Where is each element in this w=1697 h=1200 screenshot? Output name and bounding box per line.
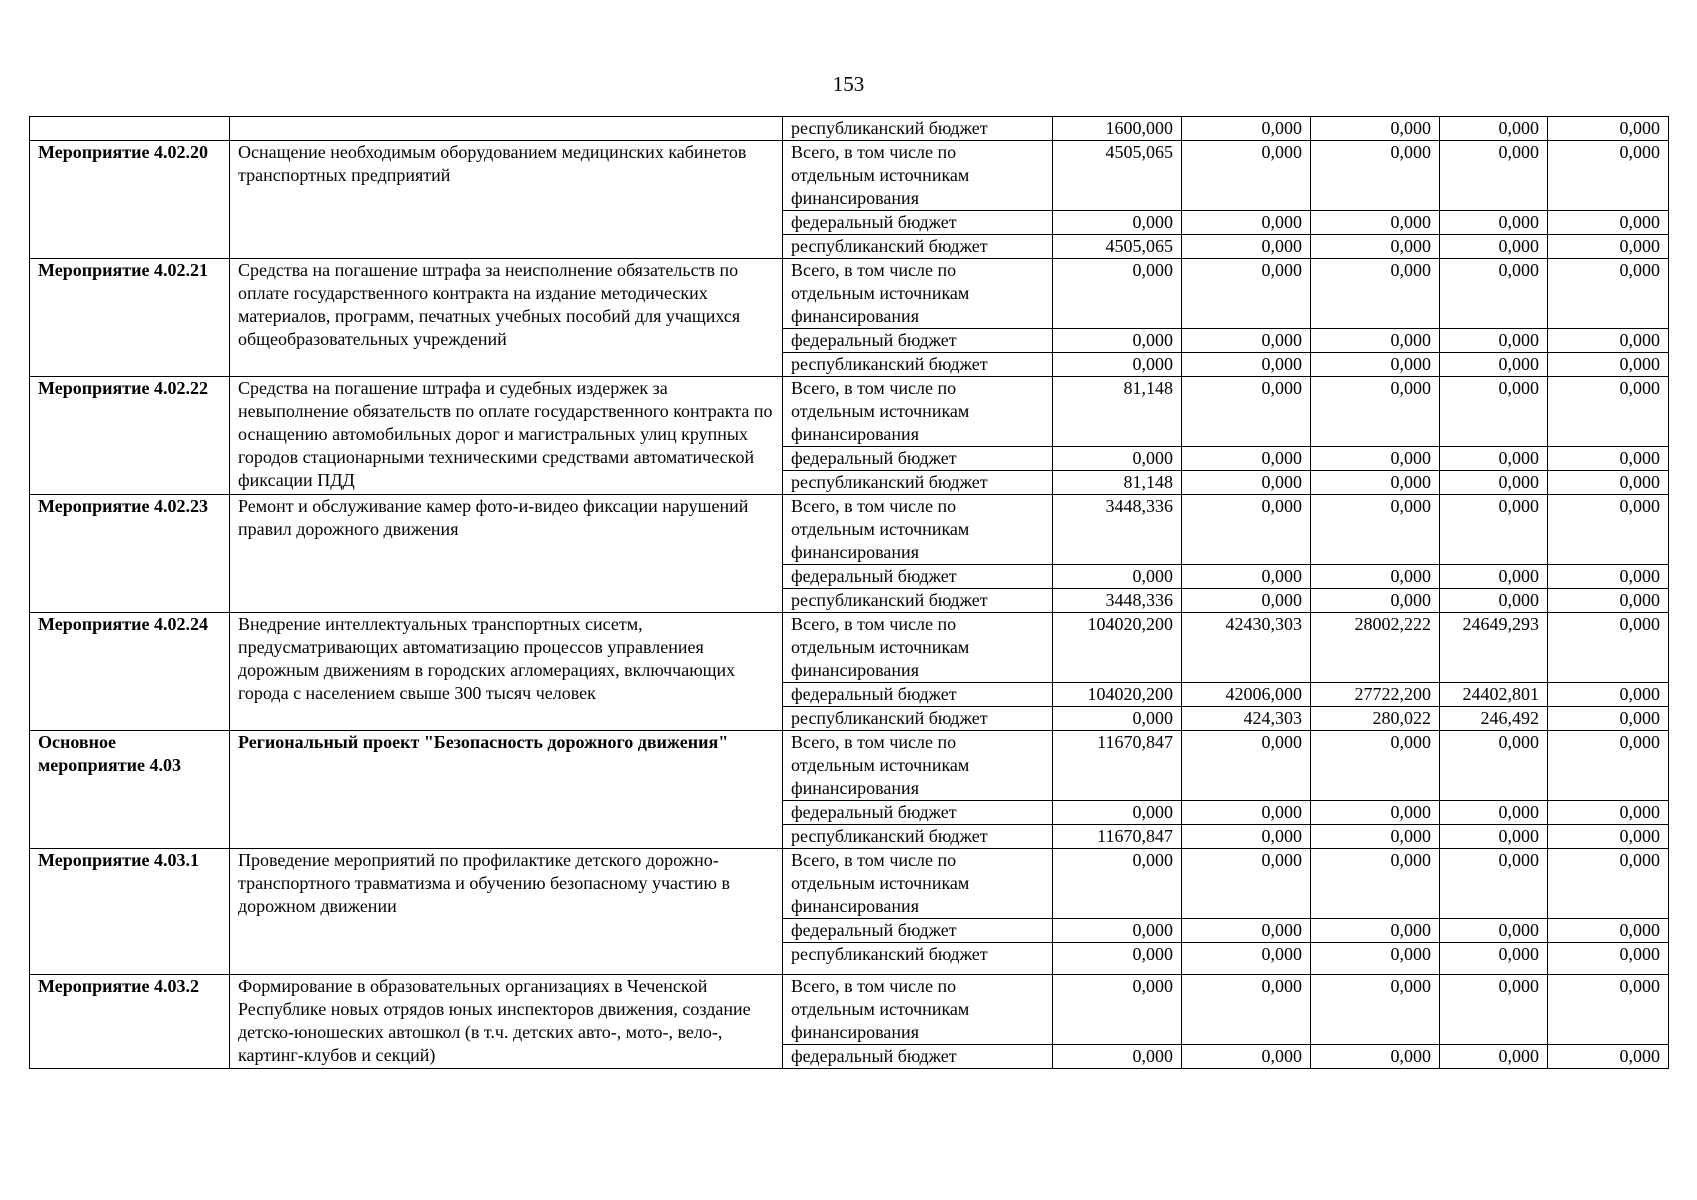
- amount-cell: 0,000: [1053, 1045, 1182, 1069]
- amount-cell: 280,022: [1311, 707, 1440, 731]
- amount-cell: 0,000: [1548, 943, 1669, 975]
- amount-cell: 0,000: [1053, 707, 1182, 731]
- amount-cell: 0,000: [1548, 447, 1669, 471]
- amount-cell: 0,000: [1311, 849, 1440, 919]
- amount-cell: 42006,000: [1182, 683, 1311, 707]
- amount-cell: 0,000: [1311, 919, 1440, 943]
- amount-cell: 0,000: [1311, 211, 1440, 235]
- amount-cell: 0,000: [1548, 377, 1669, 447]
- amount-cell: 42430,303: [1182, 613, 1311, 683]
- amount-cell: 0,000: [1311, 731, 1440, 801]
- amount-cell: 0,000: [1182, 447, 1311, 471]
- amount-cell: 0,000: [1440, 801, 1548, 825]
- amount-cell: 0,000: [1182, 353, 1311, 377]
- amount-cell: 0,000: [1053, 447, 1182, 471]
- amount-cell: 0,000: [1548, 707, 1669, 731]
- amount-cell: 0,000: [1440, 943, 1548, 975]
- amount-cell: 0,000: [1311, 235, 1440, 259]
- amount-cell: 0,000: [1311, 141, 1440, 211]
- amount-cell: 104020,200: [1053, 683, 1182, 707]
- funding-source: республиканский бюджет: [783, 707, 1053, 731]
- amount-cell: 0,000: [1548, 919, 1669, 943]
- amount-cell: 0,000: [1311, 329, 1440, 353]
- amount-cell: 0,000: [1053, 975, 1182, 1045]
- funding-source: республиканский бюджет: [783, 471, 1053, 495]
- amount-cell: 0,000: [1182, 943, 1311, 975]
- amount-cell: 1600,000: [1053, 117, 1182, 141]
- measure-code: Мероприятие 4.02.21: [30, 259, 230, 377]
- amount-cell: 4505,065: [1053, 235, 1182, 259]
- table-row: [30, 849, 1669, 919]
- amount-cell: 0,000: [1440, 211, 1548, 235]
- funding-source: республиканский бюджет: [783, 825, 1053, 849]
- amount-cell: 0,000: [1053, 849, 1182, 919]
- amount-cell: 24402,801: [1440, 683, 1548, 707]
- amount-cell: 0,000: [1548, 117, 1669, 141]
- measure-code: Основное мероприятие 4.03: [30, 731, 230, 849]
- amount-cell: 4505,065: [1053, 141, 1182, 211]
- amount-cell: 0,000: [1311, 1045, 1440, 1069]
- amount-cell: 0,000: [1440, 975, 1548, 1045]
- measure-name: Внедрение интеллектуальных транспортных сисетм, предусматривающих автоматизацию процессов управлениея дорожным движениям в городских агломерациях, включчающих города с населением свыше 300 тысяч человек: [230, 613, 783, 731]
- amount-cell: 0,000: [1311, 943, 1440, 975]
- measure-code: Мероприятие 4.03.1: [30, 849, 230, 975]
- amount-cell: 0,000: [1548, 975, 1669, 1045]
- amount-cell: 27722,200: [1311, 683, 1440, 707]
- amount-cell: 0,000: [1311, 801, 1440, 825]
- amount-cell: 0,000: [1440, 919, 1548, 943]
- funding-source: Всего, в том числе по отдельным источникам финансирования: [783, 141, 1053, 211]
- amount-cell: 81,148: [1053, 471, 1182, 495]
- funding-source: федеральный бюджет: [783, 683, 1053, 707]
- amount-cell: 0,000: [1182, 919, 1311, 943]
- amount-cell: 0,000: [1182, 329, 1311, 353]
- amount-cell: 0,000: [1311, 447, 1440, 471]
- amount-cell: 0,000: [1440, 329, 1548, 353]
- amount-cell: 0,000: [1182, 211, 1311, 235]
- measure-code: Мероприятие 4.03.2: [30, 975, 230, 1069]
- amount-cell: 0,000: [1182, 849, 1311, 919]
- amount-cell: 0,000: [1182, 377, 1311, 447]
- amount-cell: 0,000: [1548, 353, 1669, 377]
- funding-source: Всего, в том числе по отдельным источникам финансирования: [783, 495, 1053, 565]
- amount-cell: 0,000: [1182, 1045, 1311, 1069]
- amount-cell: 0,000: [1548, 849, 1669, 919]
- amount-cell: 0,000: [1440, 447, 1548, 471]
- amount-cell: 28002,222: [1311, 613, 1440, 683]
- funding-source: республиканский бюджет: [783, 353, 1053, 377]
- amount-cell: 0,000: [1548, 613, 1669, 683]
- amount-cell: 0,000: [1440, 731, 1548, 801]
- amount-cell: 0,000: [1548, 565, 1669, 589]
- amount-cell: 0,000: [1548, 731, 1669, 801]
- amount-cell: 0,000: [1440, 259, 1548, 329]
- amount-cell: 0,000: [1182, 117, 1311, 141]
- measure-name: Средства на погашение штрафа за неисполнение обязательств по оплате государственного контракта на издание методических материалов, программ, печатных учебных пособий для учащихся общеобразовательных учреждений: [230, 259, 783, 377]
- amount-cell: 0,000: [1182, 471, 1311, 495]
- amount-cell: 0,000: [1053, 211, 1182, 235]
- page-number: 153: [832, 72, 865, 96]
- funding-source: федеральный бюджет: [783, 447, 1053, 471]
- amount-cell: 0,000: [1548, 141, 1669, 211]
- amount-cell: 11670,847: [1053, 825, 1182, 849]
- amount-cell: 0,000: [1311, 975, 1440, 1045]
- amount-cell: 0,000: [1440, 235, 1548, 259]
- measure-name: Формирование в образовательных организациях в Чеченской Республике новых отрядов юных инспекторов движения, создание детско-юношеских автошкол (в т.ч. детских авто-, мото-, вело-, картинг-клубов и секций): [230, 975, 783, 1069]
- amount-cell: 0,000: [1053, 259, 1182, 329]
- funding-source: Всего, в том числе по отдельным источникам финансирования: [783, 613, 1053, 683]
- amount-cell: 104020,200: [1053, 613, 1182, 683]
- measure-code: Мероприятие 4.02.20: [30, 141, 230, 259]
- amount-cell: 0,000: [1440, 141, 1548, 211]
- amount-cell: 0,000: [1182, 825, 1311, 849]
- amount-cell: 0,000: [1182, 565, 1311, 589]
- amount-cell: 0,000: [1440, 377, 1548, 447]
- amount-cell: 0,000: [1182, 975, 1311, 1045]
- table-row: [30, 731, 1669, 801]
- measure-code: Мероприятие 4.02.24: [30, 613, 230, 731]
- amount-cell: 3448,336: [1053, 589, 1182, 613]
- amount-cell: 424,303: [1182, 707, 1311, 731]
- amount-cell: 0,000: [1440, 495, 1548, 565]
- amount-cell: 3448,336: [1053, 495, 1182, 565]
- table-row: [30, 377, 1669, 447]
- table-row: [30, 495, 1669, 565]
- funding-source: федеральный бюджет: [783, 1045, 1053, 1069]
- amount-cell: 0,000: [1053, 919, 1182, 943]
- table-row: [30, 117, 1669, 141]
- amount-cell: 0,000: [1440, 565, 1548, 589]
- measure-name: Средства на погашение штрафа и судебных издержек за невыполнение обязательств по оплате государственного контракта по оснащению автомобильных дорог и магистральных улиц крупных городов стационарными техническими средствами автоматической фиксации ПДД: [230, 377, 783, 495]
- measure-name: Проведение мероприятий по профилактике детского дорожно-транспортного травматизма и обучению безопасному участию в дорожном движении: [230, 849, 783, 975]
- measure-code: Мероприятие 4.02.23: [30, 495, 230, 613]
- funding-source: федеральный бюджет: [783, 919, 1053, 943]
- amount-cell: 81,148: [1053, 377, 1182, 447]
- funding-source: республиканский бюджет: [783, 235, 1053, 259]
- funding-source: федеральный бюджет: [783, 565, 1053, 589]
- amount-cell: 0,000: [1440, 849, 1548, 919]
- measure-name: Региональный проект "Безопасность дорожного движения": [230, 731, 783, 849]
- funding-source: республиканский бюджет: [783, 117, 1053, 141]
- amount-cell: 0,000: [1053, 353, 1182, 377]
- amount-cell: 0,000: [1548, 471, 1669, 495]
- amount-cell: 0,000: [1182, 259, 1311, 329]
- amount-cell: 0,000: [1548, 825, 1669, 849]
- amount-cell: 0,000: [1548, 1045, 1669, 1069]
- amount-cell: 0,000: [1311, 353, 1440, 377]
- funding-source: Всего, в том числе по отдельным источникам финансирования: [783, 731, 1053, 801]
- amount-cell: 0,000: [1053, 329, 1182, 353]
- amount-cell: 0,000: [1548, 329, 1669, 353]
- amount-cell: 246,492: [1440, 707, 1548, 731]
- amount-cell: 0,000: [1440, 1045, 1548, 1069]
- funding-source: Всего, в том числе по отдельным источникам финансирования: [783, 377, 1053, 447]
- table-row: [30, 259, 1669, 329]
- table-row: [30, 975, 1669, 1045]
- amount-cell: 0,000: [1311, 117, 1440, 141]
- funding-source: республиканский бюджет: [783, 589, 1053, 613]
- measure-code: [30, 117, 230, 141]
- amount-cell: 11670,847: [1053, 731, 1182, 801]
- funding-source: федеральный бюджет: [783, 801, 1053, 825]
- amount-cell: 0,000: [1311, 565, 1440, 589]
- amount-cell: 0,000: [1548, 589, 1669, 613]
- amount-cell: 0,000: [1311, 471, 1440, 495]
- amount-cell: 0,000: [1440, 471, 1548, 495]
- funding-source: Всего, в том числе по отдельным источникам финансирования: [783, 849, 1053, 919]
- amount-cell: 0,000: [1311, 377, 1440, 447]
- amount-cell: 0,000: [1548, 211, 1669, 235]
- amount-cell: 0,000: [1440, 117, 1548, 141]
- amount-cell: 0,000: [1548, 259, 1669, 329]
- amount-cell: 0,000: [1548, 683, 1669, 707]
- amount-cell: 0,000: [1182, 235, 1311, 259]
- table-row: [30, 141, 1669, 211]
- amount-cell: 0,000: [1053, 565, 1182, 589]
- amount-cell: 0,000: [1311, 825, 1440, 849]
- measure-name: [230, 117, 783, 141]
- amount-cell: 0,000: [1548, 235, 1669, 259]
- amount-cell: 0,000: [1311, 495, 1440, 565]
- measure-code: Мероприятие 4.02.22: [30, 377, 230, 495]
- funding-source: Всего, в том числе по отдельным источникам финансирования: [783, 975, 1053, 1045]
- funding-source: федеральный бюджет: [783, 329, 1053, 353]
- amount-cell: 0,000: [1548, 801, 1669, 825]
- amount-cell: 0,000: [1182, 731, 1311, 801]
- amount-cell: 0,000: [1182, 589, 1311, 613]
- measure-name: Ремонт и обслуживание камер фото-и-видео фиксации нарушений правил дорожного движения: [230, 495, 783, 613]
- amount-cell: 0,000: [1440, 589, 1548, 613]
- table-row: [30, 613, 1669, 683]
- amount-cell: 0,000: [1311, 589, 1440, 613]
- funding-source: республиканский бюджет: [783, 943, 1053, 975]
- amount-cell: 0,000: [1182, 495, 1311, 565]
- amount-cell: 0,000: [1548, 495, 1669, 565]
- amount-cell: 0,000: [1440, 825, 1548, 849]
- amount-cell: 0,000: [1182, 141, 1311, 211]
- amount-cell: 0,000: [1182, 801, 1311, 825]
- budget-table: [29, 116, 1669, 1069]
- funding-source: Всего, в том числе по отдельным источникам финансирования: [783, 259, 1053, 329]
- measure-name: Оснащение необходимым оборудованием медицинских кабинетов транспортных предприятий: [230, 141, 783, 259]
- funding-source: федеральный бюджет: [783, 211, 1053, 235]
- amount-cell: 24649,293: [1440, 613, 1548, 683]
- amount-cell: 0,000: [1053, 801, 1182, 825]
- amount-cell: 0,000: [1311, 259, 1440, 329]
- amount-cell: 0,000: [1053, 943, 1182, 975]
- amount-cell: 0,000: [1440, 353, 1548, 377]
